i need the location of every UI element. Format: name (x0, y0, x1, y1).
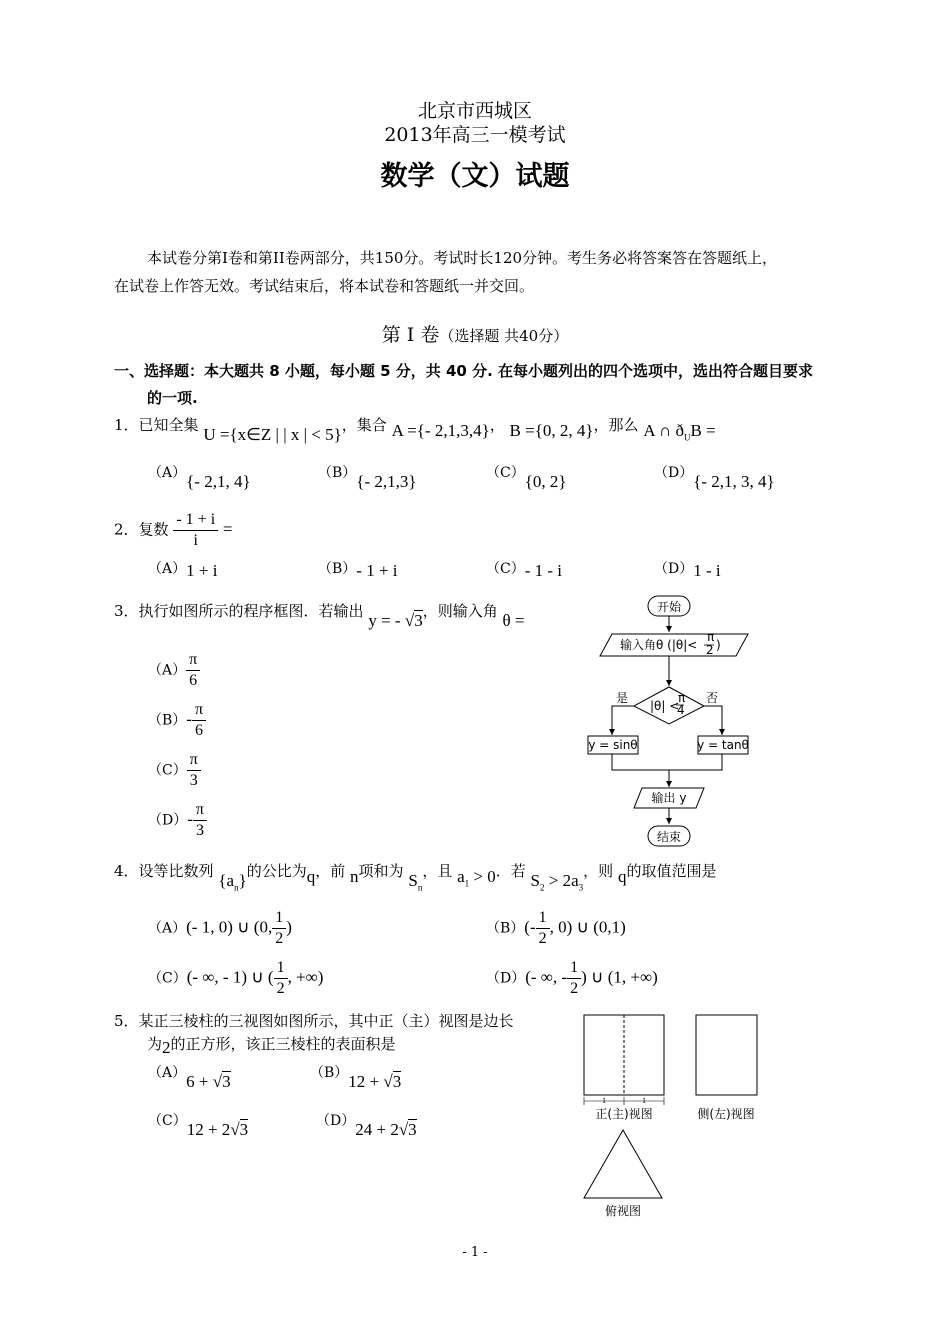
option-value: {- 2,1, 4} (186, 472, 251, 491)
question-5-line-2 (147, 1033, 396, 1057)
q2-option-a (148, 558, 217, 578)
math-subscript: n (417, 882, 423, 893)
fraction-denominator: 2 (276, 980, 285, 997)
q1-option-a (148, 462, 251, 491)
option-value: 6 + √3 (186, 1072, 231, 1091)
math-subscript: 1 (464, 878, 470, 889)
intro-line-1: 本试卷分第I卷和第II卷两部分，共150分。考试时长120分钟。考生务必将答案答在答题纸上， (147, 249, 778, 267)
fraction-numerator: π (194, 701, 204, 718)
math-q: q (306, 867, 316, 886)
math-part: 12 + (348, 1072, 380, 1091)
option-value: (- 1, 0) ∪ (0, (186, 917, 273, 937)
school-district: 北京市西城区 (417, 100, 532, 122)
option-label: （C） (148, 762, 187, 779)
input-frac-den: 2 (706, 643, 714, 657)
option-label: （D） (654, 465, 694, 481)
math-sequence (218, 871, 247, 893)
option-value: (- (524, 917, 536, 937)
flow-arrow-no (704, 706, 722, 735)
option-value: 12 + 2√3 (186, 1120, 249, 1139)
option-label: （D） (486, 970, 526, 987)
question-1-stem (114, 414, 716, 444)
q2-option-d (654, 558, 721, 578)
option-sign: - (187, 809, 193, 829)
question-text: 设等比数列 (138, 862, 214, 880)
math-part: S (408, 871, 418, 890)
option-value: (- ∞, - 1) ∪ ( (186, 967, 274, 987)
fraction-denominator: 2 (538, 930, 547, 947)
option-fraction (186, 650, 200, 691)
option-value: 1 - i (693, 561, 721, 580)
option-label: （A） (148, 920, 187, 937)
start-label: 开始 (656, 600, 682, 614)
dimension-label: 1 (642, 1096, 646, 1105)
equals-sign: = (222, 519, 233, 539)
question-text: ，前 (315, 862, 346, 880)
front-view-label: 正(主)视图 (595, 1107, 653, 1121)
fraction-denominator: 6 (192, 720, 206, 741)
question-text: 某正三棱柱的三视图如图所示，其中正（主）视图是边长 (138, 1012, 514, 1030)
q5-option-c (148, 1110, 249, 1139)
question-text: 的正方形，该正三棱柱的表面积是 (170, 1035, 396, 1053)
math-sn (408, 871, 423, 893)
option-value: 1 + i (186, 561, 218, 580)
math-side-length: 2 (162, 1038, 171, 1057)
q1-option-b (318, 462, 417, 491)
question-number: 4． (114, 862, 139, 880)
option-fraction (192, 700, 206, 741)
page-number: - 1 - (462, 1245, 488, 1260)
top-view-triangle (584, 1130, 662, 1198)
math-part: 24 + 2 (355, 1120, 399, 1139)
fraction-denominator: 2 (275, 930, 284, 947)
question-3-stem (114, 600, 525, 630)
question-text: 的取值范围是 (626, 862, 717, 880)
section-name: 第 I 卷 (381, 324, 440, 346)
sin-label: y = sinθ (588, 738, 638, 752)
q4-option-a (148, 908, 292, 949)
math-set-a: A ={- 2,1,3,4} (391, 421, 490, 440)
math-part: y = - (368, 611, 401, 630)
intro-line-2: 在试卷上作答无效。考试结束后，将本试卷和答题纸一并交回。 (114, 277, 535, 295)
option-value: - 1 - i (524, 561, 563, 580)
q2-option-b (318, 558, 398, 578)
question-text: 的公比为 (246, 862, 307, 880)
math-a1-positive (457, 867, 496, 889)
tan-label: y = tanθ (697, 738, 749, 752)
math-part: a (457, 867, 465, 886)
no-label: 否 (706, 691, 719, 705)
question-text: ，则 (583, 862, 614, 880)
q1-option-d (654, 462, 775, 491)
q5-option-d (316, 1110, 417, 1139)
merge-line (612, 754, 722, 770)
option-fraction (536, 908, 550, 949)
question-text: ，且 (422, 862, 453, 880)
question-2-stem (114, 510, 233, 551)
question-text: 已知全集 (138, 416, 199, 434)
program-flowchart (580, 590, 780, 852)
option-label: （C） (148, 1113, 187, 1129)
question-number: 1． (114, 416, 139, 434)
fraction-numerator: π (195, 801, 204, 818)
math-subscript: U (683, 432, 691, 443)
option-label: （A） (148, 662, 187, 679)
option-fraction (274, 958, 288, 999)
q3-option-d (148, 800, 207, 841)
fraction-denominator: i (193, 532, 198, 549)
condition-frac-den: 4 (677, 703, 685, 717)
fraction-numerator: - 1 + i (173, 510, 218, 531)
option-label: （D） (316, 1113, 356, 1129)
fraction-numerator: 1 (567, 958, 581, 979)
question-text: 项和为 (358, 862, 404, 880)
option-value: 24 + 2√3 (355, 1120, 417, 1139)
question-text: ，那么 (593, 416, 639, 434)
part-heading-line-1: 一、选择题：本大题共 8 小题，每小题 5 分，共 40 分. 在每小题列出的四个选项中，选出符合题目要求 (114, 362, 814, 380)
math-part: 6 + (186, 1072, 209, 1091)
option-value: {- 2,1, 3, 4} (693, 472, 775, 491)
math-condition (530, 871, 584, 893)
option-value: - 1 + i (356, 561, 398, 580)
option-fraction (187, 750, 201, 791)
fraction-denominator: 3 (187, 770, 201, 791)
end-label: 结束 (656, 830, 682, 844)
option-value: 12 + √3 (348, 1072, 402, 1091)
q4-option-d (486, 958, 658, 999)
condition-frac-num: π (678, 691, 686, 705)
math-radicand: 3 (239, 1120, 249, 1139)
math-part: A ∩ ð (643, 421, 684, 440)
math-part: S (530, 871, 541, 890)
side-view (696, 1015, 757, 1095)
condition-label: |θ| < (650, 699, 680, 713)
question-4-stem (114, 860, 717, 893)
math-part: 12 + 2 (186, 1120, 231, 1139)
option-label: （C） (148, 970, 187, 987)
math-n: n (350, 867, 359, 886)
question-text: ，则输入角 (422, 602, 498, 620)
fraction-numerator: 1 (272, 908, 286, 929)
math-part: > 2a (544, 871, 579, 890)
math-set-u: U ={x∈Z | | x | < 5} (203, 425, 342, 444)
option-value: ) (286, 917, 292, 937)
option-label: （C） (486, 561, 525, 577)
part-heading-line-2: 的一项. (147, 389, 198, 407)
input-frac-num: π (707, 630, 715, 644)
option-fraction (193, 800, 207, 841)
q4-option-b (486, 908, 626, 949)
option-label: （C） (486, 465, 525, 481)
yes-label: 是 (616, 691, 629, 705)
question-text: 执行如图所示的程序框图．若输出 (138, 602, 364, 620)
q3-option-a (148, 650, 200, 691)
math-radicand: 3 (408, 1120, 417, 1139)
question-text: 复数 (138, 520, 169, 539)
option-label: （D） (654, 561, 694, 577)
output-label: 输出 y (651, 791, 687, 805)
q2-option-c (486, 558, 562, 578)
fraction-denominator: 2 (570, 980, 579, 997)
q4-option-c (148, 958, 323, 999)
option-label: （B） (310, 1065, 349, 1081)
three-views-figure (574, 1008, 774, 1222)
question-5-line-1 (114, 1010, 514, 1031)
fraction-denominator: 6 (186, 670, 200, 691)
input-label: 输入角θ (|θ|< (620, 638, 698, 652)
q5-option-b (310, 1062, 402, 1091)
math-part: {a (218, 871, 235, 890)
fraction-numerator: π (189, 751, 198, 768)
fraction (173, 510, 218, 551)
math-radicand: 3 (222, 1072, 231, 1091)
math-q: q (617, 867, 627, 886)
option-value: ) ∪ (1, +∞) (581, 967, 658, 987)
math-subscript: n (234, 882, 239, 893)
option-sign: - (186, 709, 192, 729)
option-fraction (272, 908, 286, 949)
side-view-label: 侧(左)视图 (697, 1107, 755, 1121)
input-label-end: ) (716, 638, 721, 652)
flow-arrow-yes (612, 706, 634, 735)
math-part: B = (690, 421, 716, 440)
math-subscript: 3 (578, 882, 584, 893)
fraction-numerator: 1 (274, 958, 288, 979)
fraction-numerator: π (189, 651, 198, 668)
q1-option-c (486, 462, 567, 491)
dimension-label: 1 (602, 1096, 606, 1105)
question-text: 为 (147, 1035, 163, 1053)
math-subscript: 2 (540, 882, 545, 893)
option-label: （B） (486, 920, 525, 937)
question-number: 3． (114, 602, 139, 620)
question-text: ．若 (495, 862, 526, 880)
math-output-value: y = - √3 (368, 611, 423, 630)
option-value: , +∞) (287, 967, 324, 987)
q5-option-a (148, 1062, 231, 1091)
question-text: ，集合 (341, 416, 387, 434)
page-title: 数学（文）试题 (380, 161, 570, 192)
q3-option-c (148, 750, 201, 791)
option-value: (- ∞, - (525, 967, 568, 987)
section-title (0, 320, 950, 347)
math-radicand: 3 (414, 611, 423, 630)
option-value: {0, 2} (524, 472, 567, 491)
option-fraction (567, 958, 581, 999)
question-number: 5． (114, 1012, 139, 1030)
option-label: （A） (148, 1065, 187, 1081)
option-label: （B） (318, 561, 357, 577)
math-part: } (238, 871, 247, 890)
math-expression (643, 421, 716, 443)
exam-name: 2013年高三一模考试 (384, 124, 566, 146)
q3-option-b (148, 700, 206, 741)
option-label: （B） (318, 465, 357, 481)
fraction-numerator: 1 (536, 908, 550, 929)
math-radicand: 3 (392, 1072, 402, 1091)
section-subtitle: （选择题 共40分） (439, 327, 569, 345)
fraction-denominator: 3 (193, 820, 207, 841)
math-part: > 0 (469, 867, 496, 886)
math-theta: θ = (502, 611, 525, 630)
option-value: , 0) ∪ (0,1) (549, 917, 626, 937)
option-label: （A） (148, 465, 187, 481)
option-label: （A） (148, 561, 187, 577)
top-view-label: 俯视图 (604, 1204, 642, 1218)
option-label: （D） (148, 812, 188, 829)
option-value: {- 2,1,3} (356, 472, 417, 491)
question-text: ， (489, 416, 505, 434)
question-number: 2． (114, 520, 139, 539)
option-label: （B） (148, 712, 187, 729)
math-set-b: B ={0, 2, 4} (509, 421, 594, 440)
